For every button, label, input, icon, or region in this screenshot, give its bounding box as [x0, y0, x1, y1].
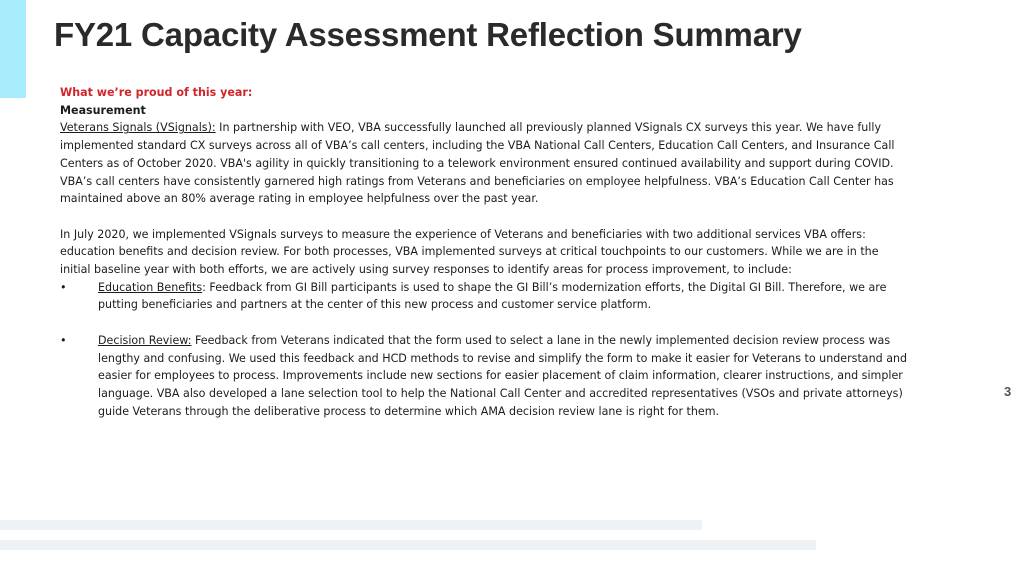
paragraph-july-2020: In July 2020, we implemented VSignals surveys to measure the experience of Veterans and beneficiaries with two additional services VBA offers: education benefits and decision review. For both processes, VBA implemented surveys at critical touchpoints to our customers. While we are in the initial baseline year with both efforts, we are actively using survey responses to identify areas for process improvement, to include: [60, 227, 879, 277]
section-heading: What we’re proud of this year: [60, 86, 253, 99]
education-benefits-text: : Feedback from GI Bill participants is used to shape the GI Bill’s modernization efforts, the Digital GI Bill. Therefore, we are putting beneficiaries and partners at the center of this new process and customer service platform. [98, 280, 887, 312]
vsignals-text: In partnership with VEO, VBA successfully launched all previously planned VSignals CX surveys this year. We have fully implemented standard CX surveys across all of VBA’s call centers, including the VBA National Call Centers, Education Call Centers, and Insurance Call Centers as of October 2020. VBA's agility in quickly transitioning to a telework environment ensured continued availability and support during COVID. VBA’s call centers have consistently garnered high ratings from Veterans and beneficiaries on employee helpfulness. VBA’s Education Call Center has maintained above an 80% average rating in employee helpfulness over the past year. [60, 121, 895, 206]
decision-review-text: Feedback from Veterans indicated that the form used to select a lane in the newly implemented decision review process was lengthy and confusing. We used this feedback and HCD methods to revise and simplify the form to make it easier for Veterans to understand and easier for employees to process. Improvements include new sections for easier placement of claim information, clearer instructions, and simpler language. VBA also developed a lane selection tool to help the National Call Center and accredited representatives (VSOs and private attorneys) guide Veterans through the deliberative process to determine which AMA decision review lane is right for them. [98, 333, 908, 418]
decision-review-label: Decision Review: [98, 333, 192, 347]
education-benefits-label: Education Benefits [98, 280, 203, 294]
page-number: 3 [1004, 384, 1012, 399]
subheading: Measurement [60, 103, 146, 117]
footer-stripe-top [0, 520, 702, 530]
footer-stripe-bottom [0, 540, 816, 550]
vsignals-link: Veterans Signals (VSignals): [60, 121, 216, 135]
bullet-education-benefits [60, 279, 910, 314]
bullet-marker: • [60, 280, 67, 294]
content-body [60, 84, 910, 420]
accent-bar [0, 0, 26, 98]
page-title: FY21 Capacity Assessment Reflection Summary [54, 16, 802, 53]
paragraph-vsignals [60, 119, 910, 208]
spacer [60, 208, 910, 226]
bullet-marker: • [60, 333, 67, 347]
spacer [60, 314, 910, 332]
bullet-decision-review [60, 332, 910, 421]
